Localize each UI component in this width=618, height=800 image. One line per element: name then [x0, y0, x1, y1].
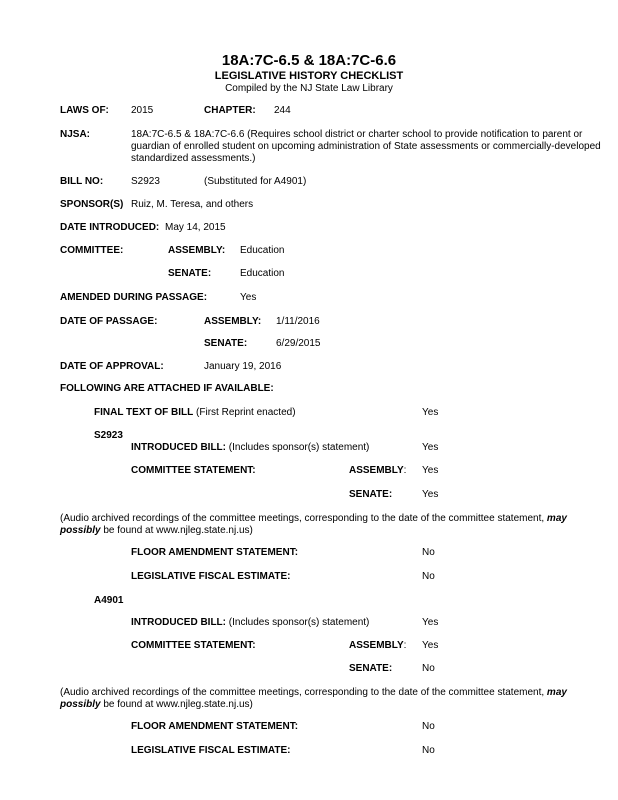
committee-assembly-label: ASSEMBLY:	[168, 245, 226, 256]
date-introduced-value: May 14, 2015	[165, 222, 226, 233]
a4901-senate-value: No	[422, 663, 435, 674]
final-text-row	[94, 407, 296, 419]
s2923-senate-value: Yes	[422, 489, 439, 500]
s2923-audio-note	[60, 513, 605, 537]
a4901-audio-after: be found at www.njleg.state.nj.us)	[100, 699, 253, 710]
bill-no-label: BILL NO:	[60, 176, 104, 187]
s2923-floor-value: No	[422, 547, 435, 558]
s2923-senate-label: SENATE:	[349, 489, 393, 500]
a4901-assembly-row	[349, 640, 406, 652]
chapter-value: 244	[274, 105, 291, 116]
passage-senate-label: SENATE:	[204, 338, 248, 349]
s2923-audio-emph: may possibly	[60, 513, 567, 536]
committee-senate-value: Education	[240, 268, 285, 279]
s2923-audio-after: be found at www.njleg.state.nj.us)	[100, 525, 253, 536]
document-subtitle: LEGISLATIVE HISTORY CHECKLIST	[214, 70, 404, 82]
bill-no-note: (Substituted for A4901)	[204, 176, 307, 187]
s2923-audio-before: (Audio archived recordings of the committee meetings, corresponding to the date of the committee statement,	[60, 513, 547, 524]
committee-assembly-value: Education	[240, 245, 285, 256]
a4901-assembly-colon: :	[403, 640, 407, 651]
s2923-assembly-row	[349, 465, 406, 477]
laws-of-label: LAWS OF:	[60, 105, 109, 116]
committee-senate-label: SENATE:	[168, 268, 212, 279]
passage-senate-value: 6/29/2015	[276, 338, 321, 349]
approval-label: DATE OF APPROVAL:	[60, 361, 164, 372]
s2923-fiscal-label: LEGISLATIVE FISCAL ESTIMATE:	[131, 571, 291, 582]
s2923-assembly-label: ASSEMBLY	[349, 465, 404, 476]
s2923-introduced-row	[131, 442, 369, 454]
a4901-assembly-label: ASSEMBLY	[349, 640, 404, 651]
document-title: 18A:7C-6.5 & 18A:7C-6.6	[221, 52, 397, 69]
s2923-assembly-colon: :	[403, 465, 407, 476]
s2923-floor-label: FLOOR AMENDMENT STATEMENT:	[131, 547, 299, 558]
sponsors-label: SPONSOR(S)	[60, 199, 124, 210]
a4901-fiscal-value: No	[422, 745, 435, 756]
committee-label: COMMITTEE:	[60, 245, 124, 256]
a4901-floor-label: FLOOR AMENDMENT STATEMENT:	[131, 721, 299, 732]
a4901-assembly-value: Yes	[422, 640, 439, 651]
attached-heading: FOLLOWING ARE ATTACHED IF AVAILABLE:	[60, 383, 274, 394]
a4901-floor-value: No	[422, 721, 435, 732]
s2923-introduced-value: Yes	[422, 442, 439, 453]
a4901-senate-label: SENATE:	[349, 663, 393, 674]
a4901-audio-before: (Audio archived recordings of the committee meetings, corresponding to the date of the committee statement,	[60, 687, 547, 698]
a4901-heading: A4901	[94, 595, 124, 606]
s2923-fiscal-value: No	[422, 571, 435, 582]
njsa-value: 18A:7C-6.5 & 18A:7C-6.6 (Requires school district or charter school to provide notification to parent or guardian of enrolled student on upcoming administration of State assessments or commercially-developed standardized assessments.)	[131, 129, 601, 164]
a4901-fiscal-label: LEGISLATIVE FISCAL ESTIMATE:	[131, 745, 291, 756]
final-text-note: (First Reprint enacted)	[196, 407, 296, 418]
sponsors-value: Ruiz, M. Teresa, and others	[131, 199, 254, 210]
date-introduced-label: DATE INTRODUCED:	[60, 222, 160, 233]
approval-value: January 19, 2016	[204, 361, 282, 372]
bill-no-value: S2923	[131, 176, 160, 187]
passage-label: DATE OF PASSAGE:	[60, 316, 158, 327]
s2923-committee-label: COMMITTEE STATEMENT:	[131, 465, 256, 476]
s2923-introduced-label: INTRODUCED BILL:	[131, 442, 226, 453]
final-text-label: FINAL TEXT OF BILL	[94, 407, 194, 418]
amended-value: Yes	[240, 292, 257, 303]
chapter-label: CHAPTER:	[204, 105, 256, 116]
a4901-audio-emph: may possibly	[60, 687, 567, 710]
amended-label: AMENDED DURING PASSAGE:	[60, 292, 208, 303]
passage-assembly-value: 1/11/2016	[276, 316, 320, 327]
njsa-label: NJSA:	[60, 129, 91, 140]
passage-assembly-label: ASSEMBLY:	[204, 316, 262, 327]
a4901-audio-note	[60, 687, 605, 711]
a4901-introduced-note: (Includes sponsor(s) statement)	[228, 617, 370, 628]
s2923-assembly-value: Yes	[422, 465, 439, 476]
a4901-committee-label: COMMITTEE STATEMENT:	[131, 640, 256, 651]
laws-of-value: 2015	[131, 105, 154, 116]
a4901-introduced-row	[131, 617, 369, 629]
compiled-by: Compiled by the NJ State Law Library	[225, 83, 393, 94]
s2923-introduced-note: (Includes sponsor(s) statement)	[228, 442, 370, 453]
a4901-introduced-label: INTRODUCED BILL:	[131, 617, 226, 628]
s2923-heading: S2923	[94, 430, 123, 441]
a4901-introduced-value: Yes	[422, 617, 439, 628]
final-text-value: Yes	[422, 407, 439, 418]
